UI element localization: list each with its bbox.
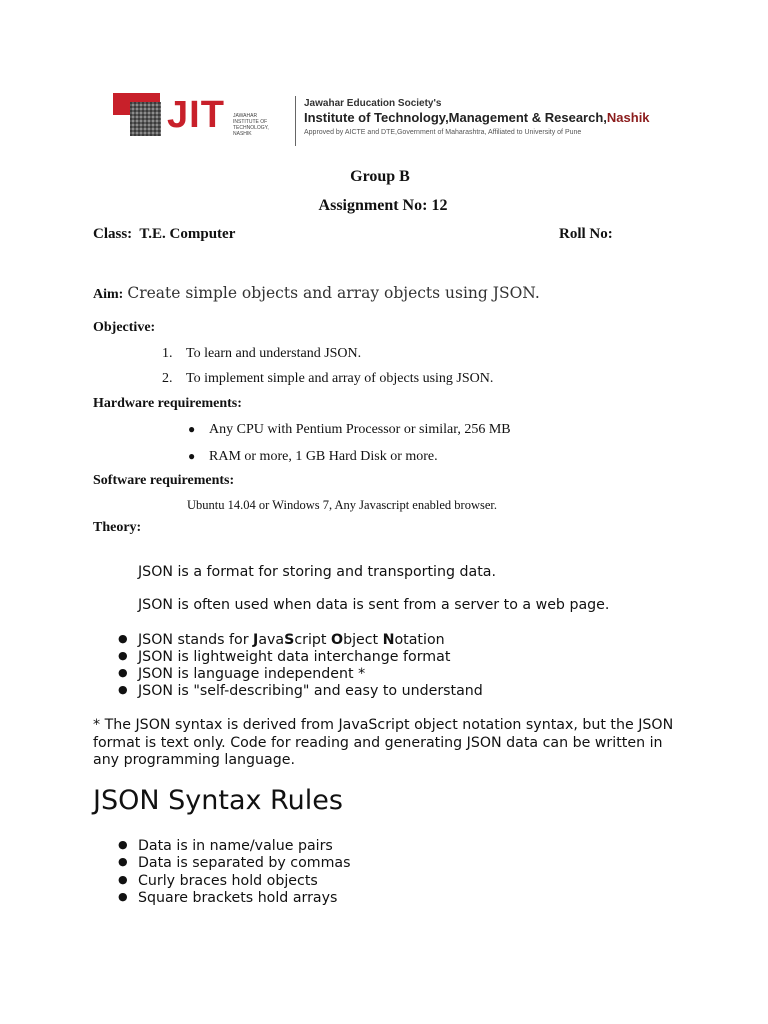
hardware-item: ● Any CPU with Pentium Processor or similar, 256 MB bbox=[188, 422, 511, 437]
software-heading: Software requirements: bbox=[93, 473, 235, 488]
header-divider bbox=[295, 96, 296, 146]
institute-header bbox=[105, 88, 665, 150]
institute-name: Institute of Technology,Management & Research,Nashik bbox=[304, 110, 650, 125]
theory-heading: Theory: bbox=[93, 520, 142, 535]
aim-text: Create simple objects and array objects using JSON. bbox=[127, 284, 540, 302]
logo-subtext: JAWAHAR INSTITUTE OF TECHNOLOGY, NASHIK bbox=[233, 113, 269, 137]
group-title: Group B bbox=[350, 168, 410, 185]
approval-line: Approved by AICTE and DTE,Government of Maharashtra, Affiliated to University of Pune bbox=[304, 129, 582, 136]
aim-label: Aim: bbox=[93, 287, 124, 302]
hardware-heading: Hardware requirements: bbox=[93, 396, 242, 411]
objective-item: 1. To learn and understand JSON. bbox=[162, 346, 362, 361]
theory-paragraph: JSON is often used when data is sent from a server to a web page. bbox=[138, 597, 610, 613]
logo-text: JIT bbox=[167, 94, 225, 136]
jit-logo-icon bbox=[113, 93, 161, 139]
syntax-note: * The JSON syntax is derived from JavaScript object notation syntax, but the JSON format is text only. Code for reading and generating JSON data can be written in any programming language. bbox=[93, 717, 674, 768]
roll-no-label: Roll No: bbox=[559, 226, 613, 242]
assignment-title: Assignment No: 12 bbox=[318, 197, 448, 214]
institute-city: Nashik bbox=[606, 110, 650, 125]
aim-line bbox=[93, 284, 540, 303]
hardware-item: ● RAM or more, 1 GB Hard Disk or more. bbox=[188, 449, 438, 464]
society-name: Jawahar Education Society's bbox=[304, 98, 442, 109]
syntax-rules-heading: JSON Syntax Rules bbox=[93, 785, 343, 816]
software-text: Ubuntu 14.04 or Windows 7, Any Javascript enabled browser. bbox=[187, 498, 497, 512]
objective-item: 2. To implement simple and array of objects using JSON. bbox=[162, 371, 494, 386]
theory-paragraph: JSON is a format for storing and transporting data. bbox=[138, 564, 496, 580]
class-label: Class: T.E. Computer bbox=[93, 226, 236, 242]
objective-heading: Objective: bbox=[93, 320, 156, 335]
